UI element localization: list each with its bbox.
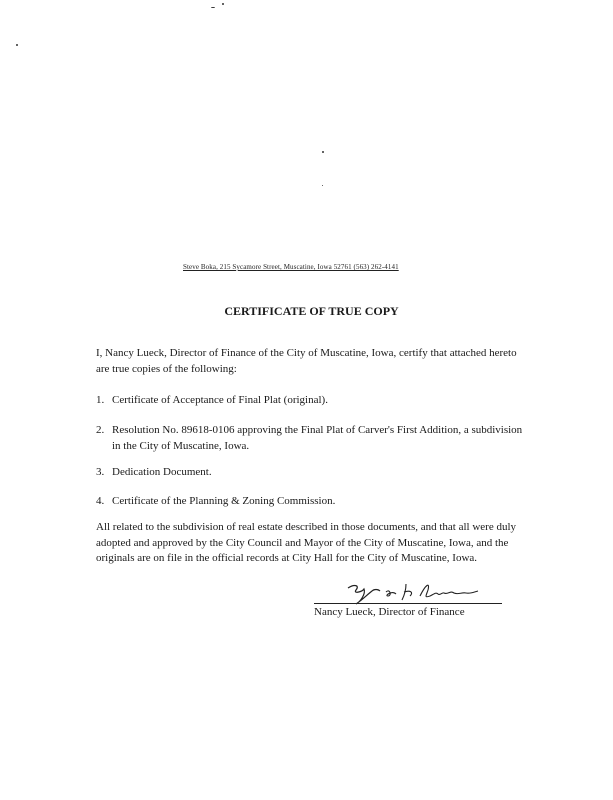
list-item-number: 4. <box>96 495 105 507</box>
list-item-number: 3. <box>96 466 105 478</box>
intro-paragraph: I, Nancy Lueck, Director of Finance of the City of Muscatine, Iowa, certify that attached hereto are true copies of the following: <box>96 347 517 375</box>
list-item-text: Certificate of Acceptance of Final Plat (original). <box>112 394 328 406</box>
document-title: CERTIFICATE OF TRUE COPY <box>224 304 399 318</box>
list-item <box>96 464 526 480</box>
scan-speck <box>322 151 324 153</box>
list-item <box>96 422 526 454</box>
list-item-text: Certificate of the Planning & Zoning Commission. <box>112 495 336 507</box>
scan-speck <box>211 7 215 8</box>
list-item <box>96 493 526 509</box>
list-item <box>96 392 526 408</box>
preparer-line: Steve Boka, 215 Sycamore Street, Muscatine, Iowa 52761 (563) 262-4141 <box>183 263 399 271</box>
scan-speck <box>16 44 18 46</box>
scan-speck <box>322 185 323 186</box>
closing-paragraph: All related to the subdivision of real estate described in those documents, and that all were duly adopted and approved by the City Council and Mayor of the City of Muscatine, Iowa, and the originals are on file in the official records at City Hall for the City of Muscatine, Iowa. <box>96 521 517 564</box>
signature-line <box>314 603 502 604</box>
list-item-number: 2. <box>96 424 105 436</box>
list-item-text: Dedication Document. <box>112 466 212 478</box>
signatory-name-title: Nancy Lueck, Director of Finance <box>314 606 465 618</box>
scan-speck <box>222 3 224 5</box>
list-item-text: Resolution No. 89618-0106 approving the Final Plat of Carver's First Addition, a subdivision in the City of Muscatine, Iowa. <box>112 424 523 452</box>
list-item-number: 1. <box>96 394 105 406</box>
